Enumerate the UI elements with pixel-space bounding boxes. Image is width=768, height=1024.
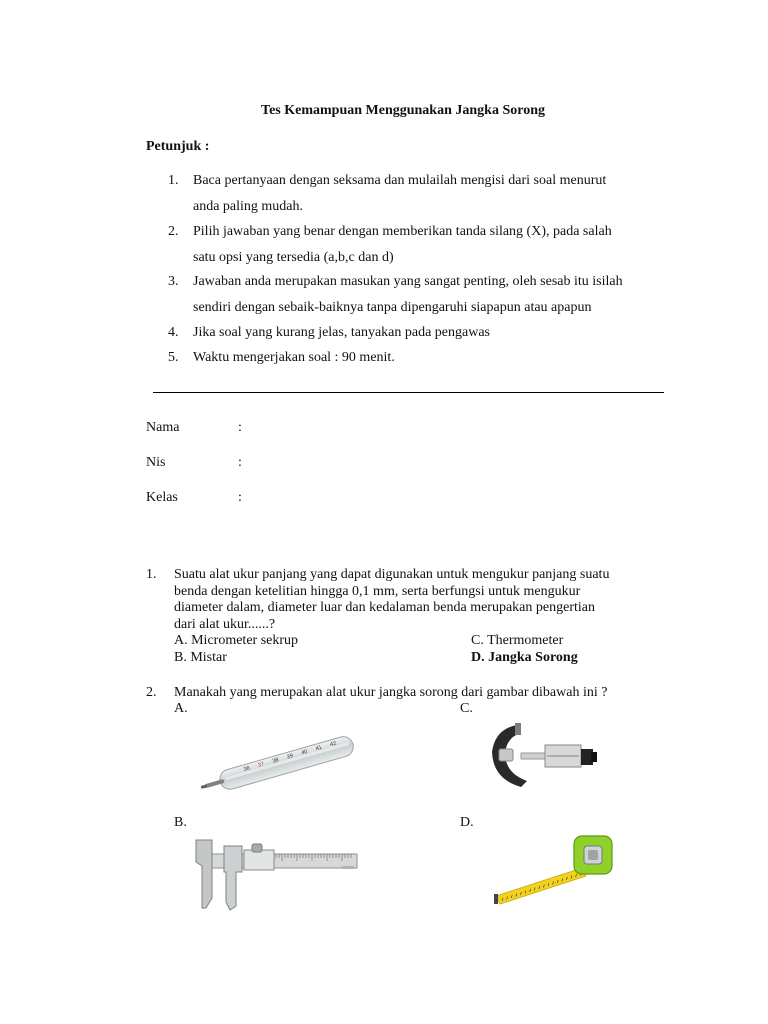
q1-option-a[interactable]: A. Micrometer sekrup <box>174 633 299 648</box>
instructions-heading: Petunjuk : <box>146 139 210 154</box>
question-1-line: dari alat ukur......? <box>174 616 276 632</box>
q1-option-b[interactable]: B. Mistar <box>174 650 227 665</box>
name-colon: : <box>238 420 242 435</box>
name-label: Nama <box>146 420 180 435</box>
q2-option-c-label[interactable]: C. <box>460 701 473 716</box>
thermometer-scale-label: 36 <box>243 765 251 773</box>
divider-line <box>153 392 664 393</box>
thermometer-scale-label: 37 <box>257 761 265 769</box>
class-label: Kelas <box>146 490 178 505</box>
q2-option-d-label[interactable]: D. <box>460 815 474 830</box>
thermometer-image[interactable] <box>196 736 358 796</box>
instruction-number: 1. <box>168 173 179 188</box>
instruction-text: Pilih jawaban yang benar dengan memberikan tanda silang (X), pada salah <box>193 224 612 239</box>
question-1-line: Suatu alat ukur panjang yang dapat digunakan untuk mengukur panjang suatu <box>174 567 610 582</box>
vernier-caliper-image[interactable] <box>192 836 358 911</box>
thermometer-scale-label: 38 <box>271 757 280 765</box>
instruction-number: 2. <box>168 224 179 239</box>
instruction-text-cont: sendiri dengan sebaik-baiknya tanpa dipengaruhi siapapun atau apapun <box>193 300 592 315</box>
micrometer-image[interactable] <box>487 717 599 799</box>
q2-option-b-label[interactable]: B. <box>174 815 187 830</box>
question-2-text: Manakah yang merupakan alat ukur jangka sorong dari gambar dibawah ini ? <box>174 685 608 700</box>
instruction-number: 4. <box>168 325 179 340</box>
question-1-line: benda dengan ketelitian hingga 0,1 mm, serta berfungsi untuk mengukur <box>174 583 581 599</box>
class-colon: : <box>238 490 242 505</box>
q2-option-a-label[interactable]: A. <box>174 701 188 716</box>
instruction-text: Waktu mengerjakan soal : 90 menit. <box>193 350 395 365</box>
instruction-number: 5. <box>168 350 179 365</box>
nis-colon: : <box>238 455 242 470</box>
instruction-number: 3. <box>168 274 179 289</box>
instruction-text: Jika soal yang kurang jelas, tanyakan pada pengawas <box>193 325 491 340</box>
instruction-text: Jawaban anda merupakan masukan yang sangat penting, oleh sesab itu isilah <box>193 274 623 289</box>
thermometer-scale-label: 40 <box>300 748 309 757</box>
instruction-text-cont: anda paling mudah. <box>193 199 304 214</box>
q1-option-d[interactable]: D. Jangka Sorong <box>471 650 578 665</box>
question-1-text <box>174 567 660 633</box>
instruction-text-cont: satu opsi yang tersedia (a,b,c dan d) <box>193 250 394 265</box>
thermometer-scale-label: 39 <box>286 753 294 761</box>
thermometer-scale-label: 42 <box>329 740 338 749</box>
measuring-tape-image[interactable] <box>492 832 616 908</box>
nis-label: Nis <box>146 455 166 470</box>
page-title: Tes Kemampuan Menggunakan Jangka Sorong <box>261 103 545 118</box>
thermometer-scale-label: 41 <box>315 744 323 753</box>
instruction-text: Baca pertanyaan dengan seksama dan mulailah mengisi dari soal menurut <box>193 173 607 188</box>
question-2-number: 2. <box>146 685 157 700</box>
q1-option-c[interactable]: C. Thermometer <box>471 633 564 648</box>
question-1-number: 1. <box>146 567 157 582</box>
question-1-line: diameter dalam, diameter luar dan kedalaman benda merupakan pengertian <box>174 600 595 615</box>
